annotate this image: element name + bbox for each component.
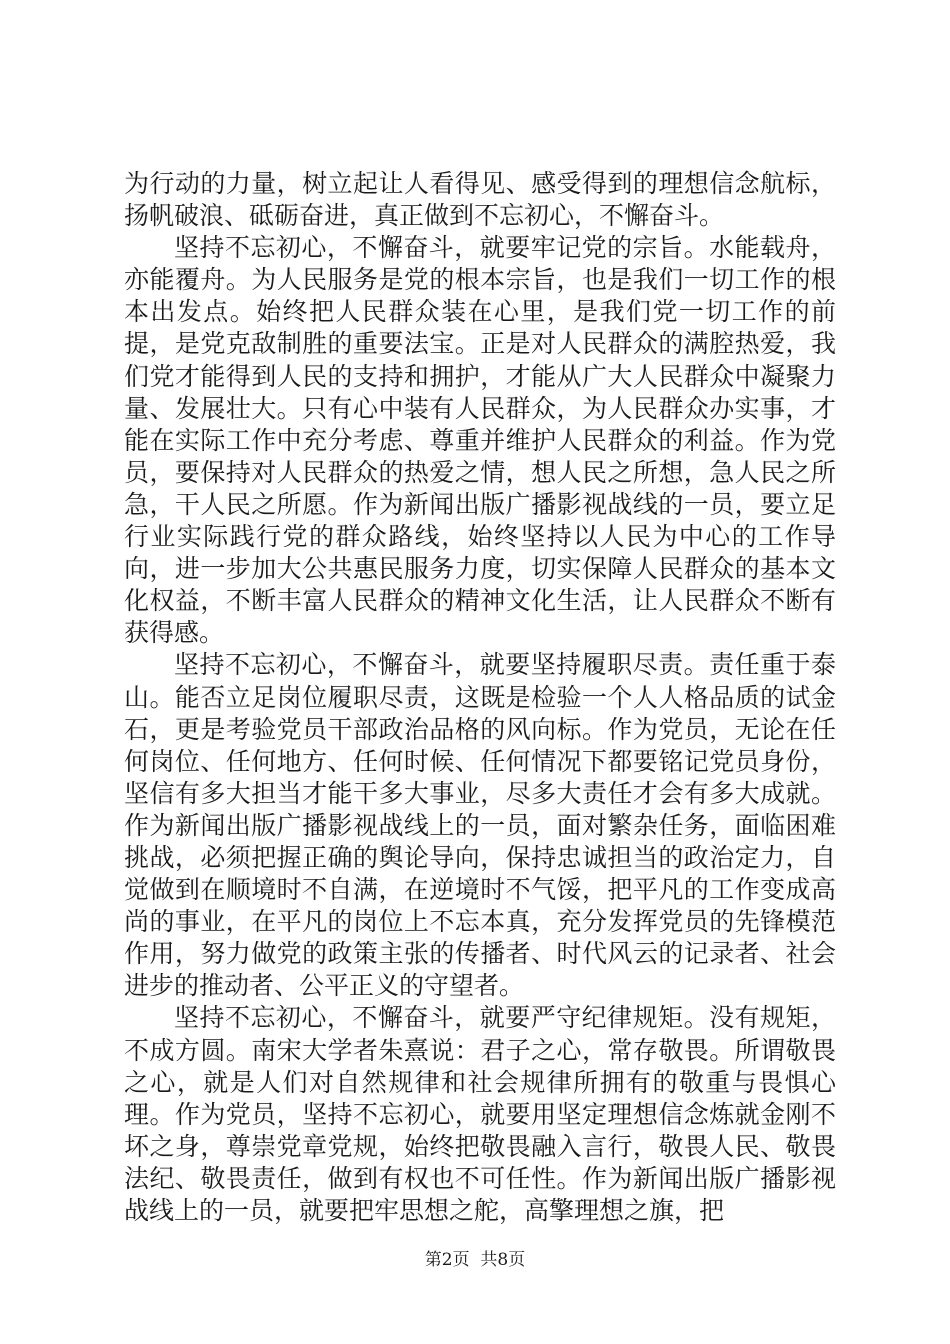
document-body	[124, 168, 836, 1227]
paragraph-continuation: 为行动的力量，树立起让人看得见、感受得到的理想信念航标，扬帆破浪、砥砺奋进，真正做到不忘初心，不懈奋斗。	[124, 169, 836, 231]
page-number-footer: 第2页 共8页	[424, 1250, 526, 1270]
paragraph-duty: 坚持不忘初心，不懈奋斗，就要坚持履职尽责。责任重于泰山。能否立足岗位履职尽责，这既是检验一个人人格品质的试金石，更是考验党员干部政治品格的风向标。作为党员，无论在任何岗位、任何地方、任何时候、任何情况下都要铭记党员身份，坚信有多大担当才能干多大事业，尽多大责任才会有多大成就。作为新闻出版广播影视战线上的一员，面对繁杂任务，面临困难挑战，必须把握正确的舆论导向，保持忠诚担当的政治定力，自觉做到在顺境时不自满，在逆境时不气馁，把平凡的工作变成高尚的事业，在平凡的岗位上不忘本真，充分发挥党员的先锋模范作用，努力做党的政策主张的传播者、时代风云的记录者、社会进步的推动者、公平正义的守望者。	[124, 650, 836, 1001]
paragraph-party-purpose: 坚持不忘初心，不懈奋斗，就要牢记党的宗旨。水能载舟，亦能覆舟。为人民服务是党的根本宗旨，也是我们一切工作的根本出发点。始终把人民群众装在心里，是我们党一切工作的前提，是党克敌制胜的重要法宝。正是对人民群众的满腔热爱，我们党才能得到人民的支持和拥护，才能从广大人民群众中凝聚力量、发展壮大。只有心中装有人民群众，为人民群众办实事，才能在实际工作中充分考虑、尊重并维护人民群众的利益。作为党员，要保持对人民群众的热爱之情，想人民之所想，急人民之所急，干人民之所愿。作为新闻出版广播影视战线的一员，要立足行业实际践行党的群众路线，始终坚持以人民为中心的工作导向，进一步加大公共惠民服务力度，切实保障人民群众的基本文化权益，不断丰富人民群众的精神文化生活，让人民群众不断有获得感。	[124, 233, 836, 648]
paragraph-discipline: 坚持不忘初心，不懈奋斗，就要严守纪律规矩。没有规矩，不成方圆。南宋大学者朱熹说：君子之心，常存敬畏。所谓敬畏之心，就是人们对自然规律和社会规律所拥有的敬重与畏惧心理。作为党员，坚持不忘初心，就要用坚定理想信念炼就金刚不坏之身，尊崇党章党规，始终把敬畏融入言行，敬畏人民、敬畏法纪、敬畏责任，做到有权也不可任性。作为新闻出版广播影视战线上的一员，就要把牢思想之舵，高擎理想之旗，把	[124, 1003, 836, 1225]
